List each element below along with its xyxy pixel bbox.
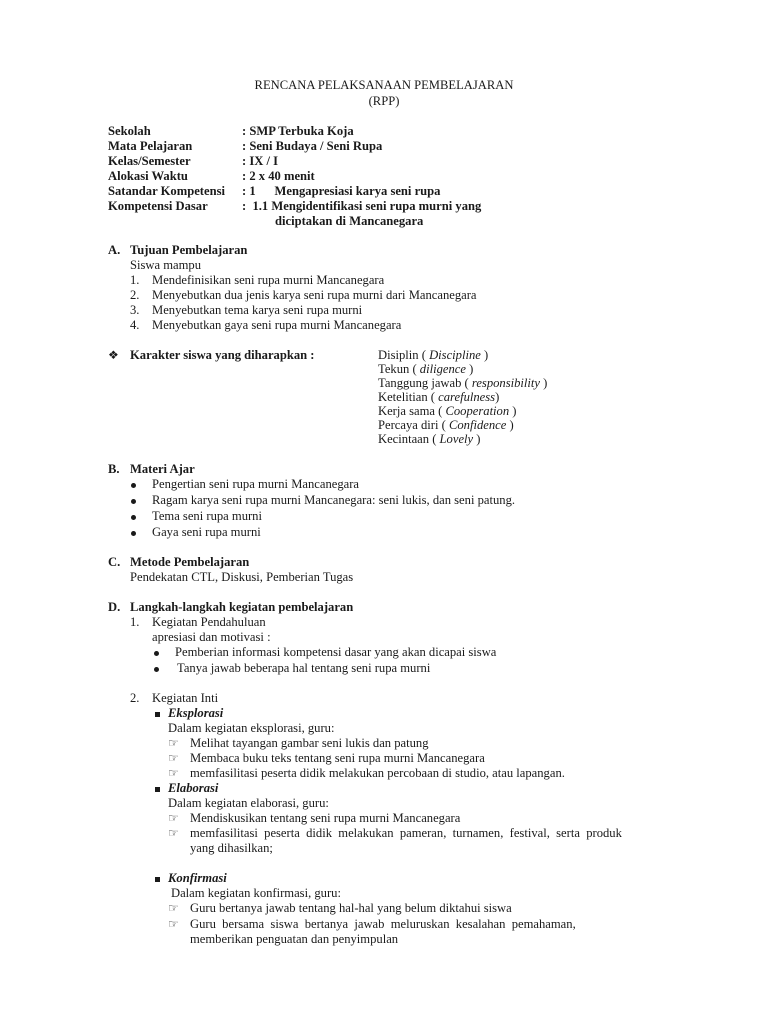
list-item: Ragam karya seni rupa murni Mancanegara: seni lukis, dan seni patung. (152, 493, 516, 507)
list-item: Pemberian informasi kompetensi dasar yang akan dicapai siswa (175, 645, 497, 659)
pointing-hand-icon: ☞ (168, 811, 179, 825)
square-bullet-icon (155, 787, 160, 792)
bullet-dot-icon (154, 651, 159, 656)
section-d-marker: D. (108, 600, 121, 614)
section-c-heading: Metode Pembelajaran (130, 555, 250, 569)
section-c-text: Pendekatan CTL, Diskusi, Pemberian Tugas (130, 570, 354, 584)
list-item: Tema seni rupa murni (152, 509, 262, 523)
label-kd: Kompetensi Dasar (108, 199, 208, 213)
bullet-dot-icon (131, 499, 136, 504)
bullet-dot-icon (154, 667, 159, 672)
section-d-heading: Langkah-langkah kegiatan pembelajaran (130, 600, 354, 614)
list-item: Tanya jawab beberapa hal tentang seni rupa murni (177, 661, 431, 675)
list-item: memfasilitasi peserta didik melakukan percobaan di studio, atau lapangan. (190, 766, 565, 780)
step-title: Kegiatan Pendahuluan (152, 615, 266, 629)
karakter-item: Ketelitian ( carefulness) (378, 390, 500, 404)
value-sk: : 1 Mengapresiasi karya seni rupa (242, 184, 441, 198)
section-a-heading: Tujuan Pembelajaran (130, 243, 248, 257)
pointing-hand-icon: ☞ (168, 917, 179, 931)
list-item: Mendiskusikan tentang seni rupa murni Mancanegara (190, 811, 461, 825)
bullet-dot-icon (131, 483, 136, 488)
eksplorasi-intro: Dalam kegiatan eksplorasi, guru: (168, 721, 335, 735)
konfirmasi-intro: Dalam kegiatan konfirmasi, guru: (171, 886, 341, 900)
label-alokasi: Alokasi Waktu (108, 169, 188, 183)
karakter-item: Tekun ( diligence ) (378, 362, 474, 376)
step-sub: apresiasi dan motivasi : (152, 630, 271, 644)
pointing-hand-icon: ☞ (168, 826, 179, 840)
section-a-intro: Siswa mampu (130, 258, 202, 272)
section-a-marker: A. (108, 243, 121, 257)
elaborasi-intro: Dalam kegiatan elaborasi, guru: (168, 796, 329, 810)
list-item: Menyebutkan gaya seni rupa murni Mancanegara (152, 318, 402, 332)
list-item: Guru bersama siswa bertanya jawab meluruskan kesalahan pemahaman, (190, 917, 576, 931)
list-item: Guru bertanya jawab tentang hal-hal yang belum diktahui siswa (190, 901, 512, 915)
doc-title: RENCANA PELAKSANAAN PEMBELAJARAN (254, 78, 514, 92)
pointing-hand-icon: ☞ (168, 751, 179, 765)
list-item: Melihat tayangan gambar seni lukis dan patung (190, 736, 429, 750)
label-kelas: Kelas/Semester (108, 154, 191, 168)
section-b-heading: Materi Ajar (130, 462, 195, 476)
karakter-item: Tanggung jawab ( responsibility ) (378, 376, 548, 390)
karakter-item: Kerja sama ( Cooperation ) (378, 404, 517, 418)
karakter-item: Kecintaan ( Lovely ) (378, 432, 481, 446)
label-sk: Satandar Kompetensi (108, 184, 225, 198)
square-bullet-icon (155, 877, 160, 882)
section-c-marker: C. (108, 555, 121, 569)
list-item-num: 3. (130, 303, 140, 317)
step-title: Kegiatan Inti (152, 691, 219, 705)
list-item: memfasilitasi peserta didik melakukan pameran, turnamen, festival, serta produk (190, 826, 622, 840)
step-num: 1. (130, 615, 140, 629)
karakter-item: Disiplin ( Discipline ) (378, 348, 489, 362)
list-item-num: 4. (130, 318, 140, 332)
bullet-dot-icon (131, 515, 136, 520)
eksplorasi-heading: Eksplorasi (168, 706, 224, 720)
list-item-num: 2. (130, 288, 140, 302)
konfirmasi-heading: Konfirmasi (168, 871, 227, 885)
value-mapel: : Seni Budaya / Seni Rupa (242, 139, 383, 153)
pointing-hand-icon: ☞ (168, 766, 179, 780)
list-item: Gaya seni rupa murni (152, 525, 261, 539)
doc-subtitle: (RPP) (368, 94, 400, 108)
list-item-num: 1. (130, 273, 140, 287)
list-item: Mendefinisikan seni rupa murni Mancanegara (152, 273, 385, 287)
label-sekolah: Sekolah (108, 124, 151, 138)
karakter-item: Percaya diri ( Confidence ) (378, 418, 514, 432)
square-bullet-icon (155, 712, 160, 717)
value-kd-cont: diciptakan di Mancanegara (275, 214, 424, 228)
value-alokasi: : 2 x 40 menit (242, 169, 315, 183)
step-num: 2. (130, 691, 140, 705)
list-item: Menyebutkan dua jenis karya seni rupa murni dari Mancanegara (152, 288, 477, 302)
value-kelas: : IX / I (242, 154, 279, 168)
list-item: Menyebutkan tema karya seni rupa murni (152, 303, 363, 317)
value-kd: : 1.1 Mengidentifikasi seni rupa murni yang (242, 199, 482, 213)
list-item: Membaca buku teks tentang seni rupa murni Mancanegara (190, 751, 485, 765)
elaborasi-heading: Elaborasi (168, 781, 219, 795)
section-b-marker: B. (108, 462, 120, 476)
bullet-dot-icon (131, 531, 136, 536)
pointing-hand-icon: ☞ (168, 736, 179, 750)
label-mapel: Mata Pelajaran (108, 139, 193, 153)
value-sekolah: : SMP Terbuka Koja (242, 124, 354, 138)
list-item: Pengertian seni rupa murni Mancanegara (152, 477, 360, 491)
karakter-heading: Karakter siswa yang diharapkan : (130, 348, 315, 362)
list-item-cont: memberikan penguatan dan penyimpulan (190, 932, 399, 946)
diamond-bullet-icon: ❖ (108, 348, 119, 362)
list-item-cont: yang dihasilkan; (190, 841, 273, 855)
pointing-hand-icon: ☞ (168, 901, 179, 915)
